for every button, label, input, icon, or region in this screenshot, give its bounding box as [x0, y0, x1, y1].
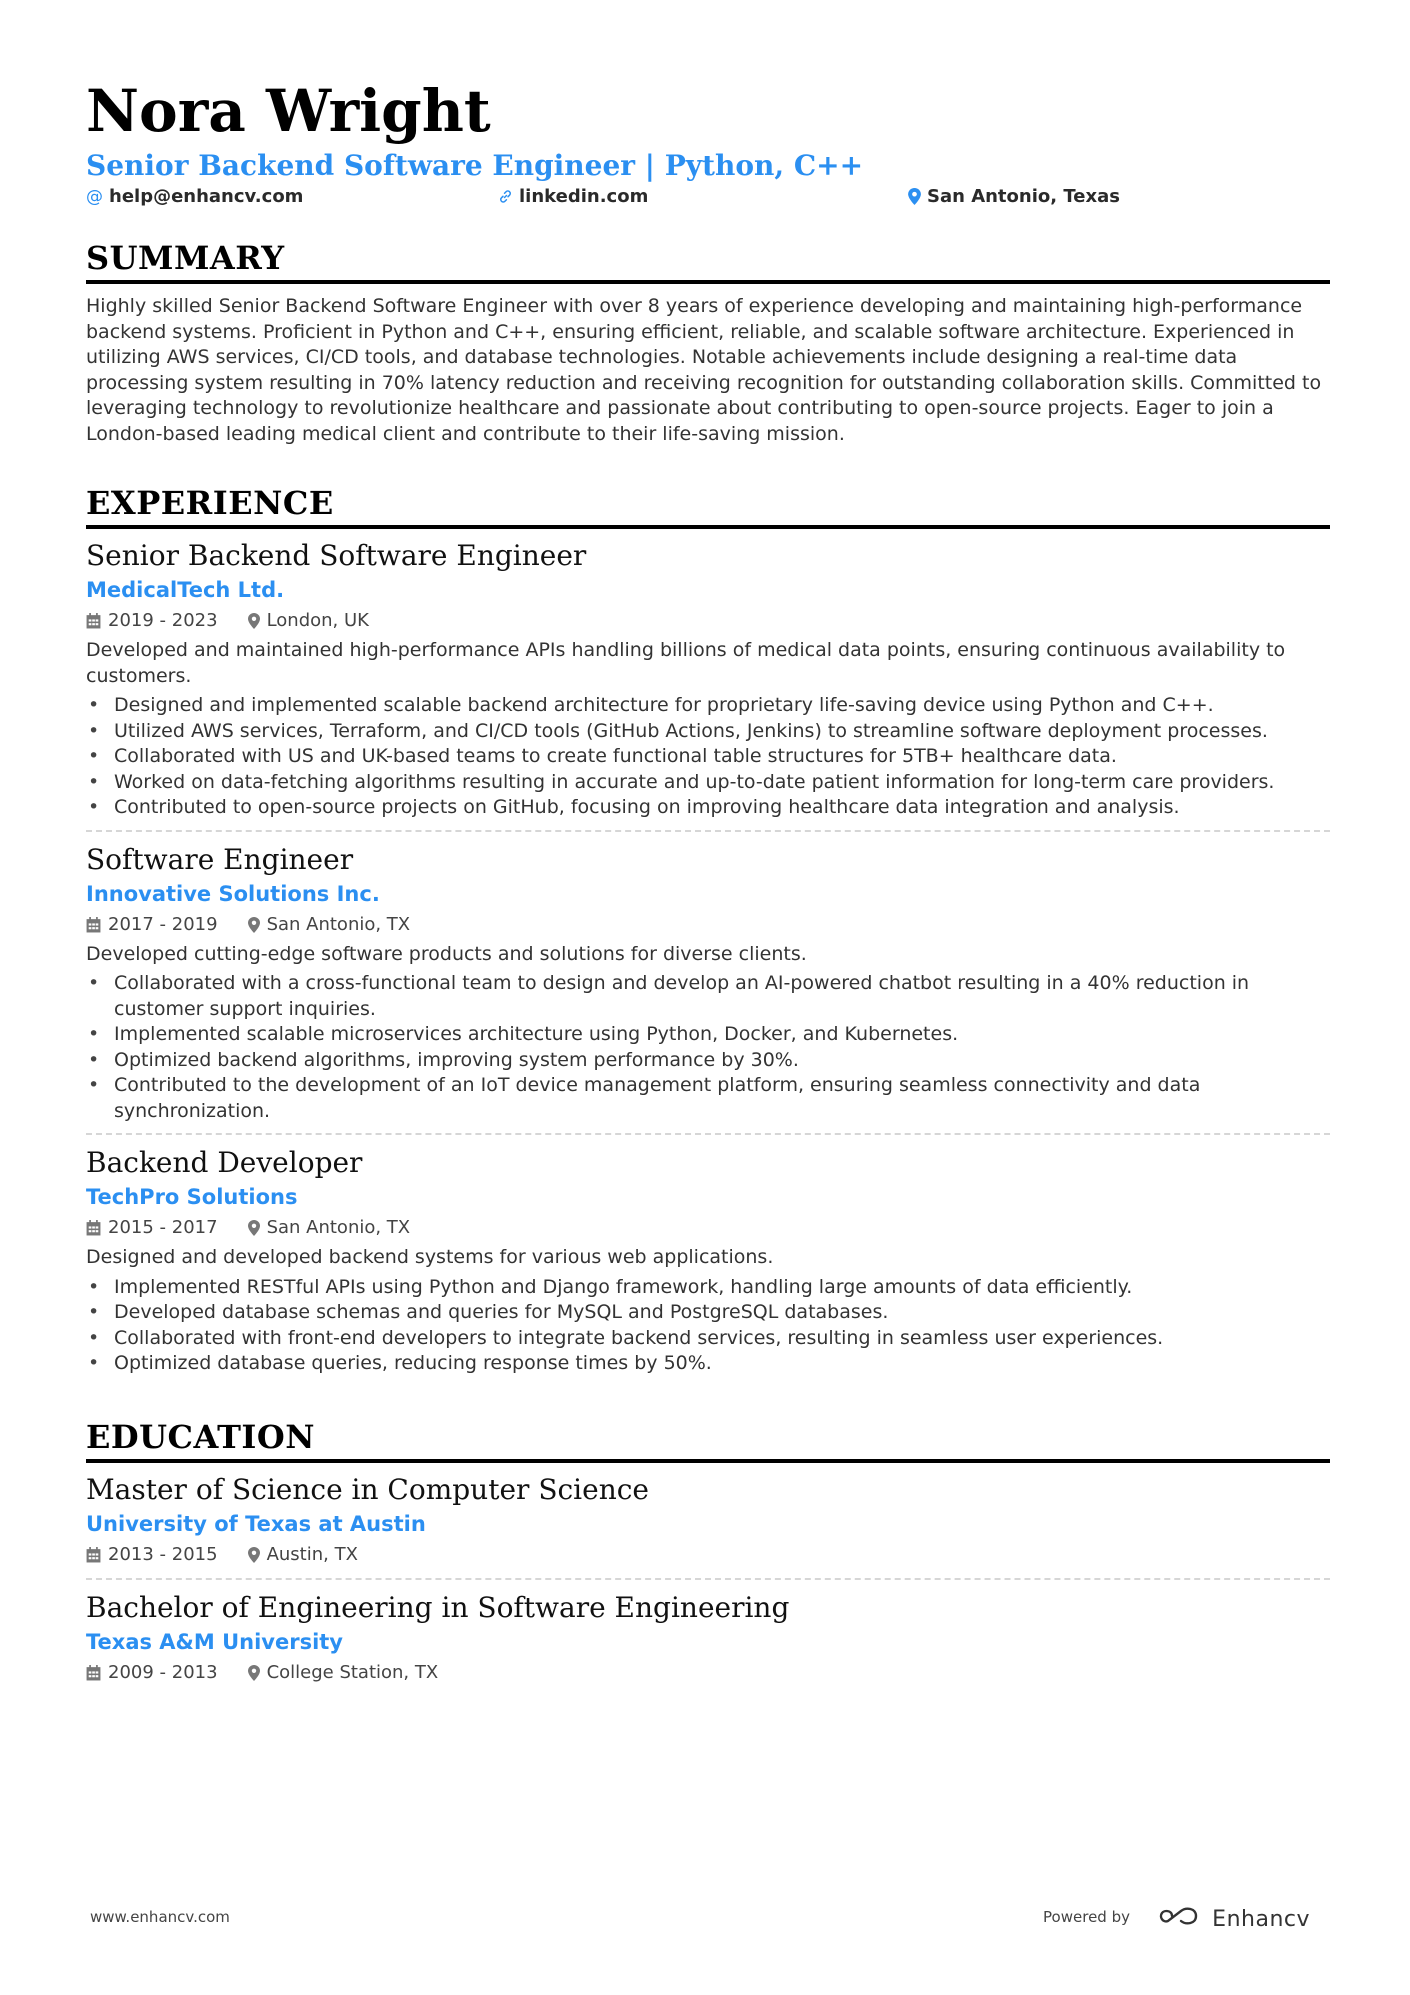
link-icon — [498, 189, 513, 204]
job-dates: 2019 - 2023 — [108, 610, 218, 631]
brand-logo[interactable] — [1158, 1904, 1310, 1934]
powered-by-label: Powered by — [1043, 1908, 1130, 1926]
list-item: • Contributed to open-source projects on GitHub, focusing on improving healthcare data integration and analysis. — [86, 795, 1330, 821]
list-item: • Collaborated with US and UK-based teams to create functional table structures for 5TB+ healthcare data. — [86, 744, 1330, 770]
entry-divider — [86, 830, 1330, 832]
school-name: University of Texas at Austin — [86, 1511, 426, 1536]
summary-text: Highly skilled Senior Backend Software Engineer with over 8 years of experience developing and maintaining high-performance backend systems. Proficient in Python and C++, ensuring efficient, reliable, and scalable software architecture. Experienced in utilizing AWS services, CI/CD tools, and database technologies. Notable achievements include designing a real-time data processing system resulting in 70% latency reduction and receiving recognition for outstanding collaboration skills. Committed to leveraging technology to revolutionize healthcare and passionate about contributing to open-source projects. Eager to join a London-based leading medical client and contribute to their life-saving mission. — [86, 295, 1322, 445]
education-heading: EDUCATION — [86, 1417, 1330, 1463]
summary-heading: SUMMARY — [86, 238, 1330, 284]
education-meta — [86, 1541, 1330, 1569]
job-company: Innovative Solutions Inc. — [86, 881, 380, 906]
list-item: • Developed database schemas and queries for MySQL and PostgreSQL databases. — [86, 1300, 1330, 1326]
enhancv-logo-icon — [1158, 1904, 1204, 1934]
education-section — [86, 1417, 1330, 1687]
contact-location — [908, 186, 1120, 207]
education-meta — [86, 1659, 1330, 1687]
candidate-name: Nora Wright — [86, 77, 491, 145]
job-description: Designed and developed backend systems for various web applications. — [86, 1246, 774, 1268]
job-meta — [86, 607, 1330, 635]
job-location: San Antonio, TX — [266, 1217, 411, 1238]
map-pin-icon — [248, 1220, 260, 1236]
job-bullets — [86, 693, 1330, 821]
contact-linkedin[interactable] — [498, 186, 648, 207]
list-item: • Collaborated with front-end developers to integrate backend services, resulting in seamless user experiences. — [86, 1326, 1330, 1352]
page-footer — [90, 1904, 1310, 1934]
at-icon: @ — [86, 186, 103, 207]
calendar-icon — [86, 1665, 101, 1681]
job-location: London, UK — [266, 610, 369, 631]
education-entry — [86, 1472, 1330, 1569]
experience-heading: EXPERIENCE — [86, 483, 1330, 529]
summary-section — [86, 238, 1330, 447]
resume-page — [86, 78, 1330, 1687]
experience-section — [86, 483, 1330, 1377]
job-entry — [86, 538, 1330, 821]
degree-title: Bachelor of Engineering in Software Engineering — [86, 1590, 790, 1624]
list-item: • Optimized database queries, reducing response times by 50%. — [86, 1351, 1330, 1377]
job-location: San Antonio, TX — [266, 913, 411, 935]
map-pin-icon — [908, 188, 921, 205]
contact-bar — [86, 186, 1330, 216]
degree-title: Master of Science in Computer Science — [86, 1472, 649, 1506]
job-title: Backend Developer — [86, 1146, 363, 1179]
job-dates: 2015 - 2017 — [108, 1217, 218, 1238]
calendar-icon — [86, 917, 101, 933]
job-description: Developed cutting-edge software products and solutions for diverse clients. — [86, 942, 807, 965]
job-meta — [86, 1214, 1330, 1242]
list-item: • Implemented RESTful APIs using Python and Django framework, handling large amounts of data efficiently. — [86, 1275, 1330, 1301]
education-location: Austin, TX — [266, 1543, 358, 1565]
map-pin-icon — [248, 613, 260, 629]
brand-name: Enhancv — [1212, 1906, 1310, 1932]
job-company: MedicalTech Ltd. — [86, 578, 285, 602]
job-meta — [86, 911, 1330, 939]
email-text: help@enhancv.com — [109, 186, 304, 207]
school-name: Texas A&M University — [86, 1629, 343, 1654]
job-entry — [86, 1145, 1330, 1377]
job-title: Software Engineer — [86, 842, 354, 876]
linkedin-text: linkedin.com — [519, 186, 649, 207]
job-bullets — [86, 1275, 1330, 1377]
map-pin-icon — [248, 1665, 260, 1681]
candidate-role: Senior Backend Software Engineer | Python, C++ — [86, 149, 864, 182]
education-location: College Station, TX — [266, 1661, 439, 1683]
education-dates: 2009 - 2013 — [108, 1661, 218, 1683]
list-item: • Worked on data-fetching algorithms resulting in accurate and up-to-date patient information for long-term care providers. — [86, 770, 1330, 796]
location-text: San Antonio, Texas — [927, 186, 1120, 207]
list-item: • Implemented scalable microservices architecture using Python, Docker, and Kubernetes. — [86, 1022, 1330, 1048]
job-dates: 2017 - 2019 — [108, 913, 218, 935]
map-pin-icon — [248, 1547, 260, 1563]
job-entry — [86, 842, 1330, 1125]
list-item: • Contributed to the development of an IoT device management platform, ensuring seamless connectivity and data synchronization. — [86, 1073, 1330, 1124]
entry-divider — [86, 1578, 1330, 1580]
calendar-icon — [86, 1547, 101, 1563]
contact-email[interactable] — [86, 186, 303, 207]
map-pin-icon — [248, 917, 260, 933]
list-item: • Designed and implemented scalable backend architecture for proprietary life-saving device using Python and C++. — [86, 693, 1330, 719]
list-item: • Utilized AWS services, Terraform, and CI/CD tools (GitHub Actions, Jenkins) to streamline software deployment processes. — [86, 719, 1330, 745]
list-item: • Optimized backend algorithms, improving system performance by 30%. — [86, 1048, 1330, 1074]
entry-divider — [86, 1133, 1330, 1135]
calendar-icon — [86, 1220, 101, 1236]
list-item: • Collaborated with a cross-functional team to design and develop an AI-powered chatbot resulting in a 40% reduction in customer support inquiries. — [86, 971, 1330, 1022]
job-bullets — [86, 971, 1330, 1124]
education-entry — [86, 1590, 1330, 1687]
education-dates: 2013 - 2015 — [108, 1543, 218, 1565]
job-company: TechPro Solutions — [86, 1185, 298, 1209]
job-title: Senior Backend Software Engineer — [86, 539, 587, 572]
calendar-icon — [86, 613, 101, 629]
footer-site-link[interactable]: www.enhancv.com — [90, 1908, 230, 1926]
job-description: Developed and maintained high-performance APIs handling billions of medical data points, ensuring continuous availability to customers. — [86, 639, 1286, 687]
